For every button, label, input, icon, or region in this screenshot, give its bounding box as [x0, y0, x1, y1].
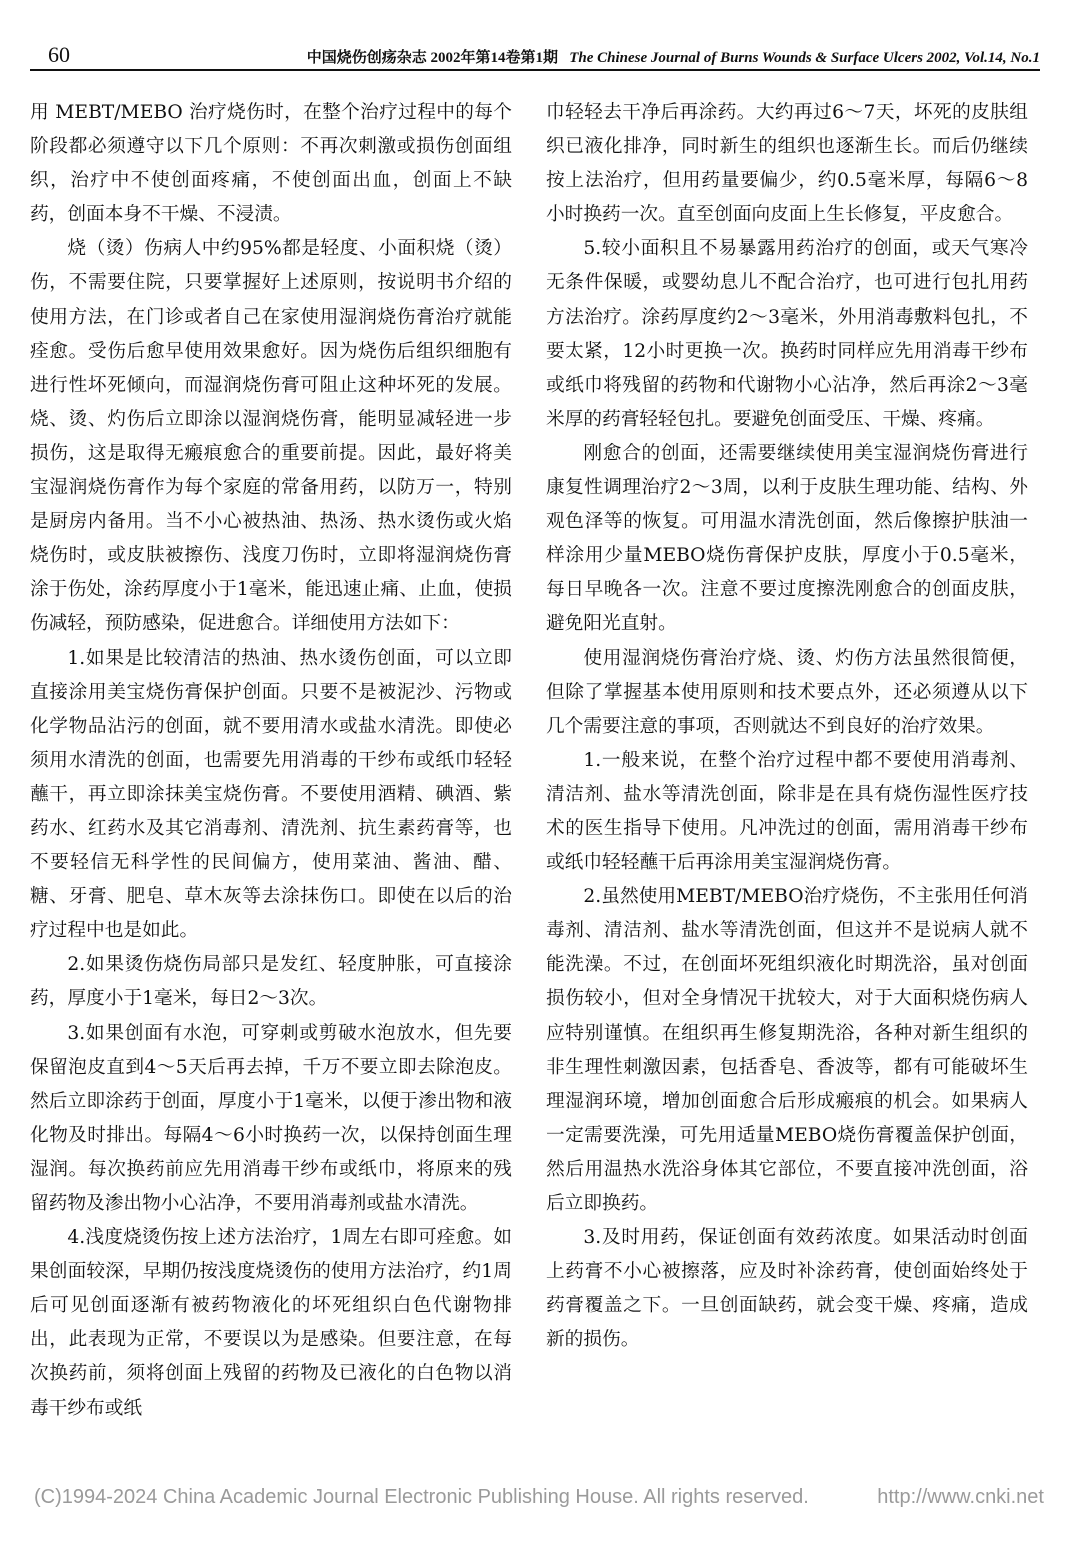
copyright-text: (C)1994-2024 China Academic Journal Electronic Publishing House. All rights reserved. [34, 1486, 809, 1508]
page-number: 60 [48, 42, 70, 67]
left-column [30, 96, 512, 1426]
journal-title-cn: 中国烧伤创疡杂志 2002年第14卷第1期 [306, 50, 558, 66]
paragraph: 1.如果是比较清洁的热油、热水烫伤创面，可以立即直接涂用美宝烧伤膏保护创面。只要不是被泥沙、污物或化学物品沾污的创面，就不要用清水或盐水清洗。即使必须用水清洗的创面，也需要先用消毒的干纱布或纸巾轻轻蘸干，再立即涂抹美宝烧伤膏。不要使用酒精、碘酒、紫药水、红药水及其它消毒剂、清洗剂、抗生素药膏等，也不要轻信无科学性的民间偏方，使用菜油、酱油、醋、糖、牙膏、肥皂、草木灰等去涂抹伤口。即使在以后的治疗过程中也是如此。 [30, 647, 512, 942]
header-rule [30, 69, 1040, 71]
paragraph: 5.较小面积且不易暴露用药治疗的创面，或天气寒冷无条件保暖，或婴幼息儿不配合治疗，也可进行包扎用药方法治疗。涂药厚度约2～3毫米，外用消毒敷料包扎，不要太紧，12小时更换一次。换药时同样应先用消毒干纱布或纸巾将残留的药物和代谢物小心沾净，然后再涂2～3毫米厚的药膏轻轻包扎。要避免创面受压、干燥、疼痛。 [546, 238, 1028, 430]
paragraph: 2.如果烫伤烧伤局部只是发红、轻度肿胀，可直接涂药，厚度小于1毫米，每日2～3次。 [30, 954, 512, 1010]
copyright-footer [34, 1486, 1044, 1509]
journal-title-en: The Chinese Journal of Burns Wounds & Surface Ulcers 2002, Vol.14, No.1 [569, 50, 1040, 66]
journal-citation [307, 46, 1040, 67]
paragraph: 2.虽然使用MEBT/MEBO治疗烧伤，不主张用任何消毒剂、清洁剂、盐水等清洗创面，但这并不是说病人就不能洗澡。不过，在创面坏死组织液化时期洗浴，虽对创面损伤较小，但对全身情况干扰较大，对于大面积烧伤病人应特别谨慎。在组织再生修复期洗浴，各种对新生组织的非生理性刺激因素，包括香皂、香波等，都有可能破坏生理湿润环境，增加创面愈合后形成瘢痕的机会。如果病人一定需要洗澡，可先用适量MEBO烧伤膏覆盖保护创面，然后用温热水洗浴身体其它部位，不要直接冲洗创面，浴后立即换药。 [546, 886, 1028, 1214]
paragraph: 烧（烫）伤病人中约95%都是轻度、小面积烧（烫）伤，不需要住院，只要掌握好上述原则，按说明书介绍的使用方法，在门诊或者自己在家使用湿润烧伤膏治疗就能痊愈。受伤后愈早使用效果愈好。因为烧伤后组织细胞有进行性坏死倾向，而湿润烧伤膏可阻止这种坏死的发展。烧、烫、灼伤后立即涂以湿润烧伤膏，能明显减轻进一步损伤，这是取得无瘢痕愈合的重要前提。因此，最好将美宝湿润烧伤膏作为每个家庭的常备用药，以防万一，特别是厨房内备用。当不小心被热油、热汤、热水烫伤或火焰烧伤时，或皮肤被擦伤、浅度刀伤时，立即将湿润烧伤膏涂于伤处，涂药厚度小于1毫米，能迅速止痛、止血，使损伤减轻，预防感染，促进愈合。详细使用方法如下： [30, 238, 512, 635]
paragraph: 1.一般来说，在整个治疗过程中都不要使用消毒剂、清洁剂、盐水等清洗创面，除非是在具有烧伤湿性医疗技术的医生指导下使用。凡冲洗过的创面，需用消毒干纱布或纸巾轻轻蘸干后再涂用美宝湿润烧伤膏。 [546, 749, 1028, 874]
paragraph: 4.浅度烧烫伤按上述方法治疗，1周左右即可痊愈。如果创面较深，早期仍按浅度烧烫伤的使用方法治疗，约1周后可见创面逐渐有被药物液化的坏死组织白色代谢物排出，此表现为正常，不要误以为是感染。但要注意，在每次换药前，须将创面上残留的药物及已液化的白色物以消毒干纱布或纸 [30, 1227, 512, 1419]
cnki-link[interactable]: http://www.cnki.net [877, 1486, 1044, 1508]
paragraph: 使用湿润烧伤膏治疗烧、烫、灼伤方法虽然很简便，但除了掌握基本使用原则和技术要点外，还必须遵从以下几个需要注意的事项，否则就达不到良好的治疗效果。 [546, 647, 1028, 737]
running-header [30, 38, 1040, 68]
paragraph: 刚愈合的创面，还需要继续使用美宝湿润烧伤膏进行康复性调理治疗2～3周，以利于皮肤生理功能、结构、外观色泽等的恢复。可用温水清洗创面，然后像擦护肤油一样涂用少量MEBO烧伤膏保护皮肤，厚度小于0.5毫米，每日早晚各一次。注意不要过度擦洗刚愈合的创面皮肤，避免阳光直射。 [546, 442, 1028, 635]
paragraph: 用 MEBT/MEBO 治疗烧伤时，在整个治疗过程中的每个阶段都必须遵守以下几个原则：不再次刺激或损伤创面组织，治疗中不使创面疼痛，不使创面出血，创面上不缺药，创面本身不干燥、不浸渍。 [30, 102, 512, 226]
paragraph: 巾轻轻去干净后再涂药。大约再过6～7天，坏死的皮肤组织已液化排净，同时新生的组织也逐渐生长。而后仍继续按上法治疗，但用药量要偏少，约0.5毫米厚，每隔6～8小时换药一次。直至创面向皮面上生长修复，平皮愈合。 [546, 102, 1028, 226]
paragraph: 3.及时用药，保证创面有效药浓度。如果活动时创面上药膏不小心被擦落，应及时补涂药膏，使创面始终处于药膏覆盖之下。一旦创面缺药，就会变干燥、疼痛，造成新的损伤。 [546, 1227, 1028, 1351]
paragraph: 3.如果创面有水泡，可穿刺或剪破水泡放水，但先要保留泡皮直到4～5天后再去掉，千万不要立即去除泡皮。然后立即涂药于创面，厚度小于1毫米，以便于渗出物和液化物及时排出。每隔4～6小时换药一次，以保持创面生理湿润。每次换药前应先用消毒干纱布或纸巾，将原来的残留药物及渗出物小心沾净，不要用消毒剂或盐水清洗。 [30, 1022, 512, 1214]
right-column [546, 96, 1028, 1357]
